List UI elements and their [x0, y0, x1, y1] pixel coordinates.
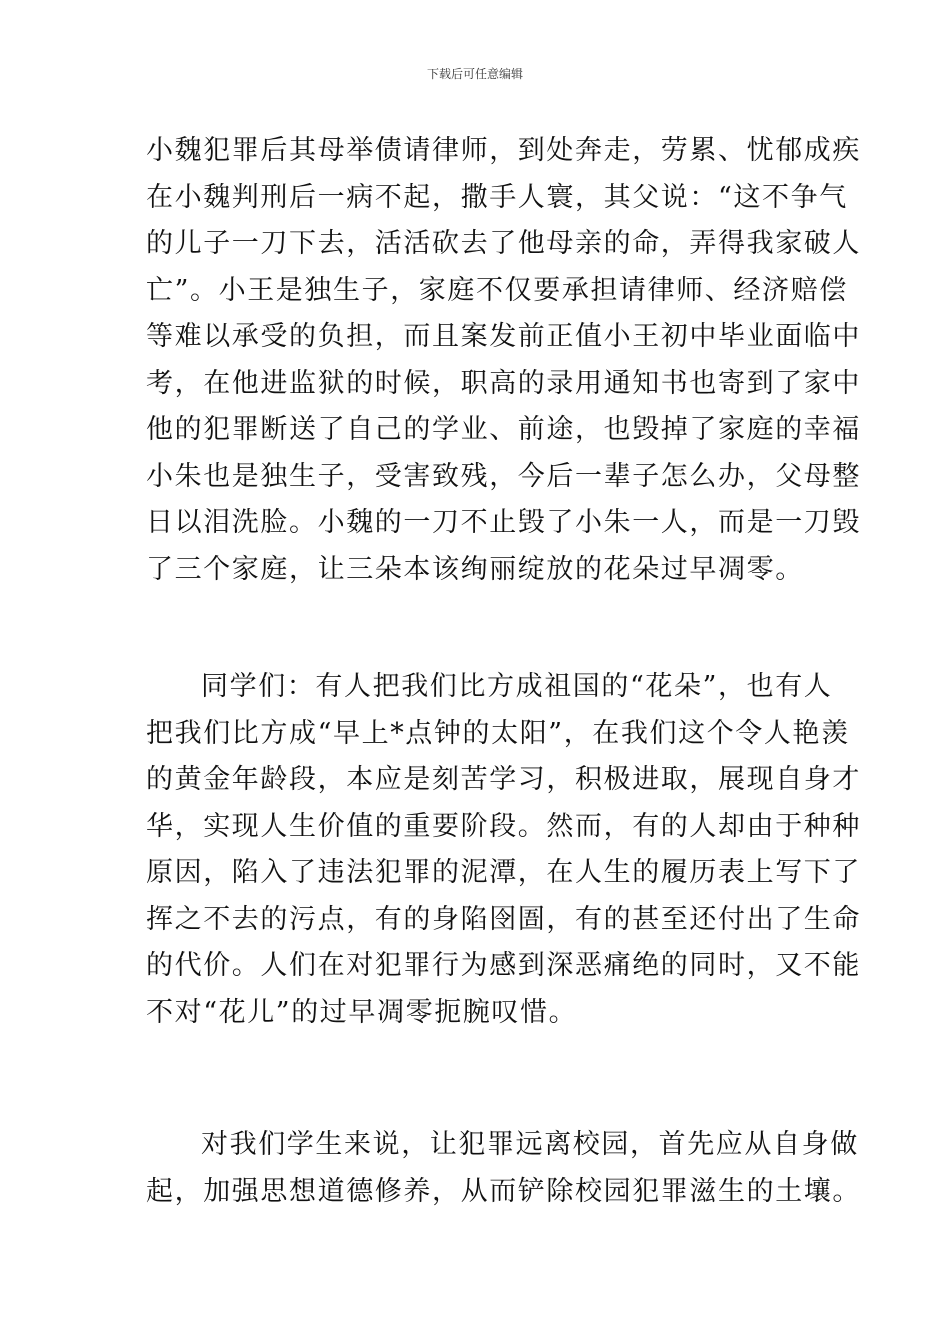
text-line: 不对“花儿”的过早凋零扼腕叹惜。 [146, 996, 578, 1028]
paragraph-1 [146, 128, 861, 593]
paragraph-3 [146, 1122, 861, 1215]
text-line: 挥之不去的污点，有的身陷囹圄，有的甚至还付出了生命 [146, 903, 861, 935]
text-line-indented: 同学们：有人把我们比方成祖国的“花朵”，也有人 [201, 671, 833, 702]
text-line: 的代价。人们在对犯罪行为感到深恶痛绝的同时，又不能 [146, 950, 861, 981]
text-line-indented: 对我们学生来说，让犯罪远离校园，首先应从自身做 [201, 1129, 859, 1160]
text-line: 的黄金年龄段，本应是刻苦学习，积极进取，展现自身才 [146, 764, 861, 795]
text-line: 考，在他进监狱的时候，职高的录用通知书也寄到了家中 [146, 367, 861, 399]
text-line: 日以泪洗脸。小魏的一刀不止毁了小朱一人，而是一刀毁 [146, 507, 861, 538]
text-line: 的儿子一刀下去，活活砍去了他母亲的命，弄得我家破人 [146, 228, 861, 259]
text-line: 在小魏判刑后一病不起，撒手人寰，其父说：“这不争气 [146, 181, 848, 213]
text-line: 小朱也是独生子，受害致残，今后一辈子怎么办，父母整 [146, 460, 861, 492]
page-header: 下载后可任意编辑 [426, 67, 523, 81]
text-line: 起，加强思想道德修养，从而铲除校园犯罪滋生的土壤。 [146, 1175, 861, 1207]
text-line: 华，实现人生价值的重要阶段。然而，有的人却由于种种 [146, 810, 861, 842]
text-line: 等难以承受的负担，而且案发前正值小王初中毕业面临中 [146, 321, 861, 352]
paragraph-2 [146, 664, 861, 1036]
text-line: 把我们比方成“早上*点钟的太阳”，在我们这个令人艳羡 [146, 717, 850, 749]
text-line: 亡”。小王是独生子，家庭不仅要承担请律师、经济赔偿 [146, 274, 848, 306]
text-line: 了三个家庭，让三朵本该绚丽绽放的花朵过早凋零。 [146, 553, 804, 585]
text-line: 小魏犯罪后其母举债请律师，到处奔走，劳累、忧郁成疾 [146, 135, 861, 166]
text-line: 原因，陷入了违法犯罪的泥潭，在人生的履历表上写下了 [146, 857, 861, 888]
text-line: 他的犯罪断送了自己的学业、前途，也毁掉了家庭的幸福 [146, 414, 861, 445]
